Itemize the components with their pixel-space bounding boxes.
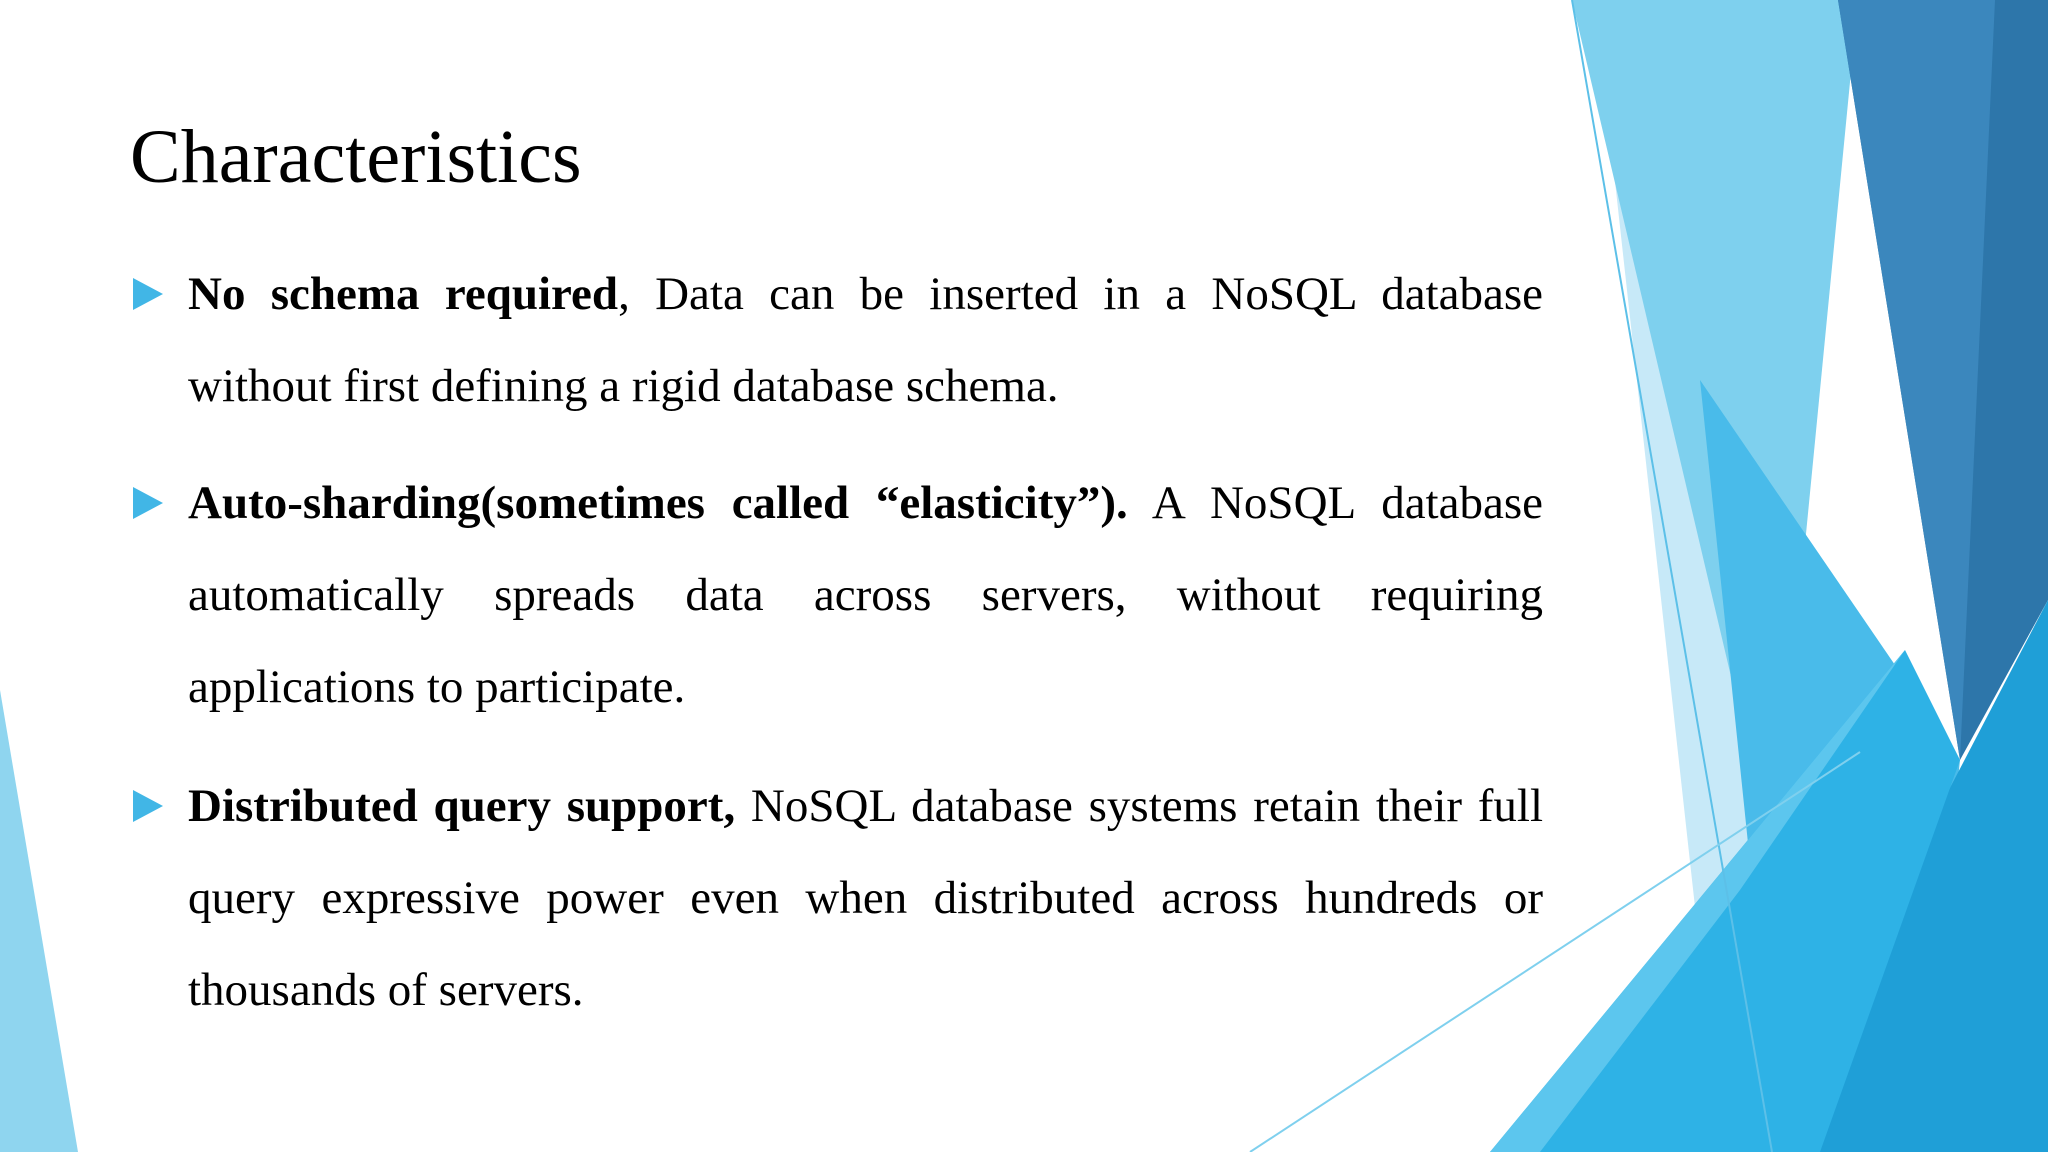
- triangle-bullet-icon: [133, 790, 163, 822]
- triangle-bullet-icon: [133, 487, 163, 519]
- triangle-bullet-icon: [133, 278, 163, 310]
- bullet-text: [188, 457, 1543, 733]
- bullet-lead: No schema required: [188, 268, 619, 320]
- bullet-lead: Distributed query support,: [188, 780, 736, 832]
- bullet-text: [188, 760, 1543, 1036]
- bullet-text: [188, 248, 1543, 432]
- bullet-body: A NoSQL database automatically spreads data across servers, without requiring applications to participate.: [188, 477, 1543, 713]
- bullet-body: , Data can be inserted in a NoSQL database without first defining a rigid database schema.: [188, 268, 1543, 412]
- slide-title: Characteristics: [130, 115, 582, 199]
- bullet-body: NoSQL database systems retain their full query expressive power even when distributed across hundreds or thousands of servers.: [188, 780, 1544, 1016]
- bullet-lead: Auto-sharding(sometimes called “elasticity”).: [188, 477, 1128, 529]
